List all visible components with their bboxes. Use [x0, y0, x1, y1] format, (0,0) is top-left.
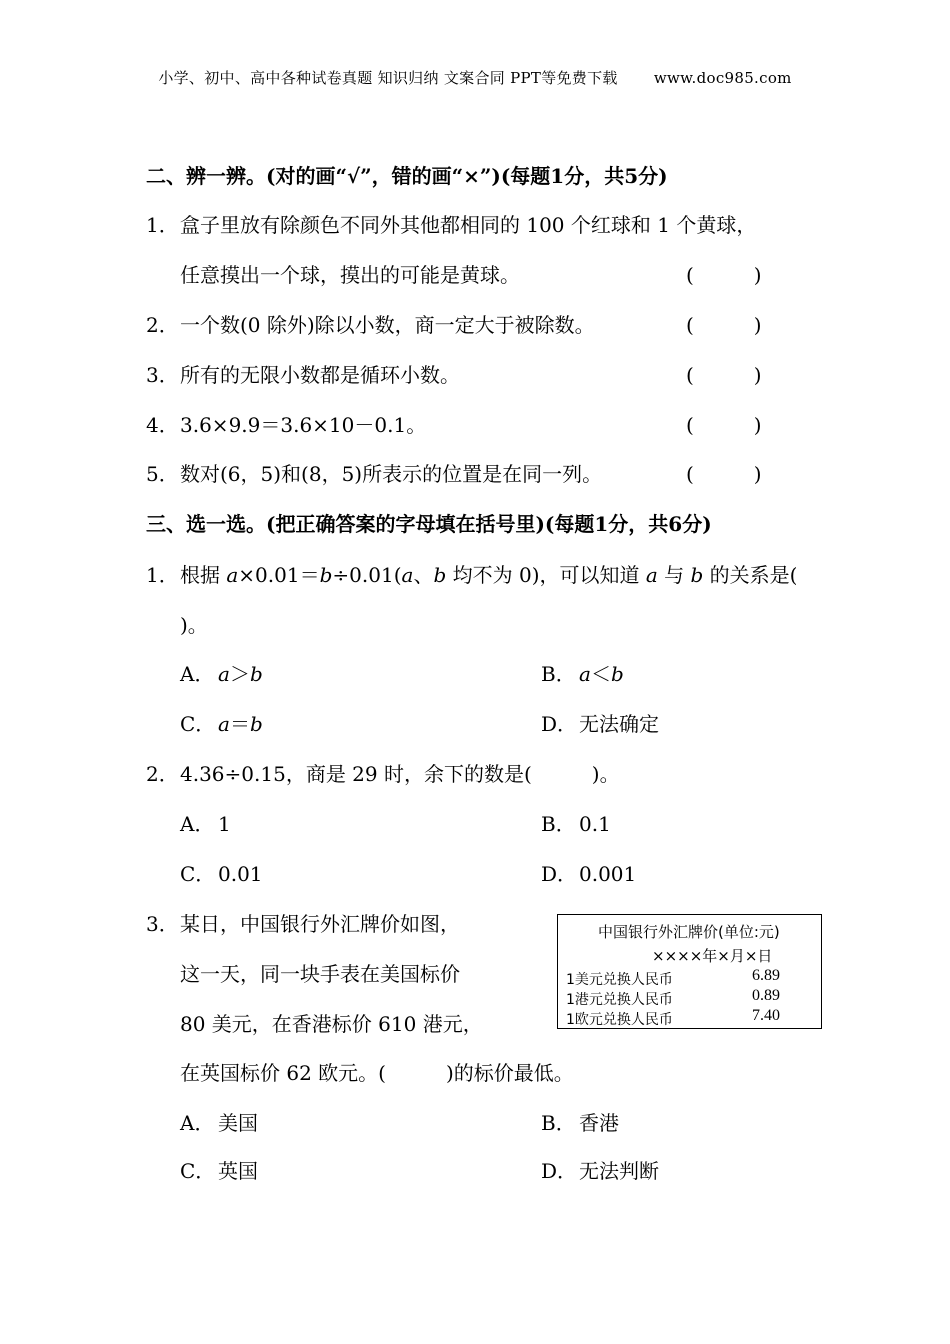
exchange-rate-row-hkd-label: 1港元兑换人民币: [566, 992, 673, 1008]
exchange-rate-row-usd-label: 1美元兑换人民币: [566, 972, 673, 988]
s2-q1-line2: 任意摸出一个球，摸出的可能是黄球。: [180, 263, 520, 287]
s2-q5: 5．数对(6，5)和(8，5)所表示的位置是在同一列。: [146, 462, 603, 486]
exchange-rate-row-eur-value: 7.40: [752, 1007, 780, 1024]
s2-q3: 3．所有的无限小数都是循环小数。: [146, 363, 460, 387]
exchange-rate-row-usd-value: 6.89: [752, 967, 780, 984]
s3-q3-option-b[interactable]: B． 香港: [541, 1111, 619, 1135]
s3-q3-option-c[interactable]: C． 英国: [180, 1159, 258, 1183]
s3-q2-option-a[interactable]: A． 1: [180, 812, 231, 836]
s2-q1-line1: 1．盒子里放有除颜色不同外其他都相同的 100 个红球和 1 个黄球，: [146, 213, 757, 237]
header-text: 小学、初中、高中各种试卷真题 知识归纳 文案合同 PPT等免费下载: [158, 69, 618, 87]
s3-q3-line1: 3．某日，中国银行外汇牌价如图，: [146, 912, 460, 936]
exchange-rate-title: 中国银行外汇牌价(单位:元): [598, 923, 780, 941]
s2-q3-answer-paren[interactable]: ( ): [686, 363, 762, 387]
s2-q1-answer-paren[interactable]: ( ): [686, 263, 762, 287]
page-header: [0, 67, 950, 88]
header-url: www.doc985.com: [653, 69, 792, 87]
s3-q3-line3: 80 美元，在香港标价 610 港元，: [180, 1012, 483, 1036]
s3-q3-option-a[interactable]: A． 美国: [180, 1111, 258, 1135]
s3-q2-option-d[interactable]: D．0.001: [541, 862, 637, 886]
exchange-rate-date: ××××年×月×日: [652, 947, 773, 965]
s3-q2-option-c[interactable]: C． 0.01: [180, 862, 263, 886]
s3-q2: 2．4.36÷0.15，商是 29 时，余下的数是( )。: [146, 762, 620, 786]
section3-title: 三、选一选。(把正确答案的字母填在括号里)(每题1分，共6分): [146, 512, 712, 536]
s3-q2-option-b[interactable]: B． 0.1: [541, 812, 611, 836]
s3-q1-option-b[interactable]: B． a＜b: [541, 662, 624, 686]
s2-q4-answer-paren[interactable]: ( ): [686, 413, 762, 437]
section2-title: 二、辨一辨。(对的画“√”，错的画“×”)(每题1分，共5分): [146, 164, 668, 188]
exchange-rate-row-eur-label: 1欧元兑换人民币: [566, 1012, 673, 1028]
exchange-rate-row-hkd-value: 0.89: [752, 987, 780, 1004]
s3-q1-option-a[interactable]: A． a＞b: [180, 662, 263, 686]
s3-q1-option-d[interactable]: D．无法确定: [541, 712, 659, 736]
s3-q1-line1: 1．根据 a×0.01＝b÷0.01(a、b 均不为 0)，可以知道 a 与 b 的关系是(: [146, 563, 798, 587]
s3-q3-line4: 在英国标价 62 欧元。( )的标价最低。: [180, 1061, 574, 1085]
s3-q1-option-c[interactable]: C． a＝b: [180, 712, 263, 736]
s3-q3-option-d[interactable]: D．无法判断: [541, 1159, 659, 1183]
s2-q5-answer-paren[interactable]: ( ): [686, 462, 762, 486]
s2-q2: 2．一个数(0 除外)除以小数，商一定大于被除数。: [146, 313, 595, 337]
s3-q1-line2: )。: [180, 613, 208, 637]
exchange-rate-table: [557, 914, 822, 1029]
s3-q3-line2: 这一天，同一块手表在美国标价: [180, 962, 460, 986]
s2-q2-answer-paren[interactable]: ( ): [686, 313, 762, 337]
s2-q4: 4．3.6×9.9＝3.6×10－0.1。: [146, 413, 427, 437]
